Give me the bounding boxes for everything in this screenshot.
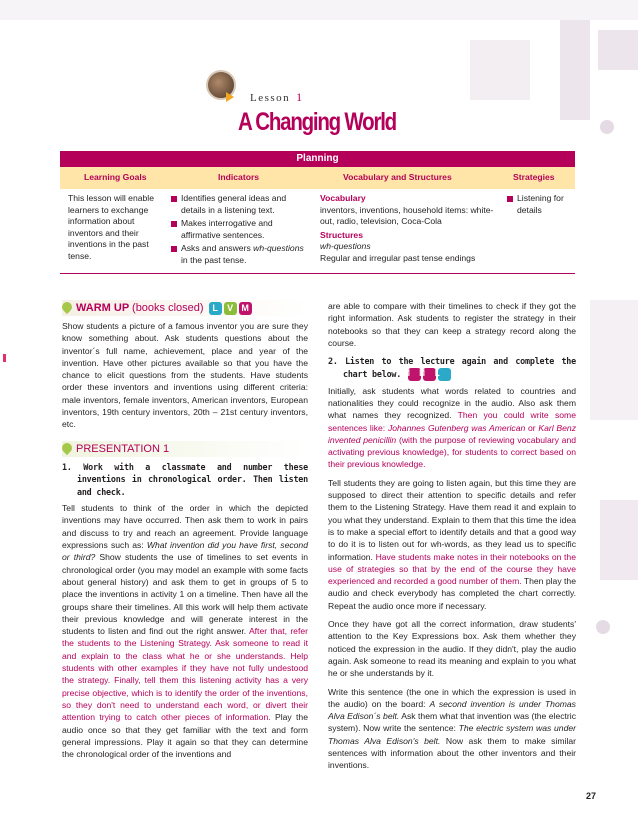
planning-title: Planning <box>60 151 575 167</box>
badge-v: V <box>224 302 237 315</box>
badge-l: L <box>209 302 222 315</box>
vocab-label: Vocabulary <box>320 193 366 203</box>
indicator-item: Identifies general ideas and details in a listening text. <box>170 193 308 216</box>
warmup-text: Show students a picture of a famous inventor you are sure they know something about. Ask students questions about the inventor´s full name, achievement, place and year of the invention. Have other pictures available so that you have the chance to elicit questions from the students. Have students order these inventors and inventions using different criteria: male inventors, female inventors, American inventors, European inventors, 19th century inventors, 20th – 21st century inventors, etc. <box>62 321 308 430</box>
lesson-label: Lesson 1 <box>250 90 304 104</box>
presentation-paragraph: Tell students to think of the order in which the depicted inventions may have occurred. Then ask them to work in pairs and discuss to try and reach an agreement. Provide language expressions such as: What invention did you have first, second or third? Show students the use of timelines to set events in chronological order (you may model an example with some facts about general history) and ask them to get in groups of 5 to place the inventions in activity 1 on a timeline. Then have all the groups share their timelines. All this work will help them activate their previous knowledge and will generate interest in the students to listen and find out the right answer. After that, refer the students to the Listening Strategy. Ask someone to read it and explain to the class what he or she understands. Help students with other examples if they have not fully undestood the strategy. Finally, tell them this listening activity has a very precise objective, which is to identify the order of the inventions, so they don't need to understand each word, or divert their attention trying to catch other pieces of information. Play the audio once so that they get familiar with the text and form general impressions. Play it again so that they can determine the chronological order of the inventions and <box>62 503 308 760</box>
structures-text: Regular and irregular past tense endings <box>320 252 476 263</box>
structures-label: Structures <box>320 229 363 240</box>
right-paragraph-2: Tell students they are going to listen again, but this time they are supposed to direct their attention to specific details and refer them to the Listening Strategy. Have them read it and explain to you what they understand. Explain to them that this time the idea is to make a special effort to identify details and that a good way to do it is to listen out for wh-words, as they lead us to specific information. Have students make notes in their notebooks on the use of strategies so that by the end of the course they have experienced and recorded a good number of them. Then play the audio and check everybody has completed the chart correctly. Repeat the audio once more if necessary. <box>328 477 576 611</box>
margin-mark <box>3 354 6 362</box>
pin-icon <box>60 441 74 455</box>
right-paragraph-3: Once they have got all the correct information, draw students' attention to the Key Expressions box. Ask them whether they noticed the expression in the audio. If they didn't, play the audio again. Ask someone to read its meaning and explain to you what he or she understands by it. <box>328 619 576 679</box>
indicators-cell <box>170 193 308 269</box>
right-column <box>328 300 576 778</box>
right-paragraph-4: Write this sentence (the one in which the expression is used in the audio) on the board: A second invention is under Thomas Alva Edison´s belt. Ask them what that invention was (the electric system). Now write the sentence: The electric system was under Thomas Alva Edison's belt. Now ask them to make similar sentences with information about the other inventors and their inventions. <box>328 686 577 771</box>
header-goals: Learning Goals <box>84 172 147 182</box>
badge-l: L <box>438 368 451 381</box>
planning-body <box>60 189 575 274</box>
header-strategies: Strategies <box>513 172 555 182</box>
structures-italic: wh-questions <box>320 241 371 252</box>
badge-m: M <box>239 302 252 315</box>
task-2: 2. Listen to the lecture again and complete the chart below. M M L <box>328 356 576 379</box>
header-indicators: Indicators <box>218 172 260 182</box>
right-paragraph-0: are able to compare with their timelines to check if they got the right information. Ask students to register the strategy in their notebooks so that they can keep a strategy record along the course. <box>328 301 576 348</box>
presentation-heading: PRESENTATION 1 <box>62 441 308 457</box>
vocab-cell <box>320 193 496 265</box>
left-column <box>62 300 308 766</box>
arrow-icon <box>226 92 234 102</box>
lesson-number: 1 <box>296 90 304 104</box>
strategy-item: Listening for details <box>506 193 570 216</box>
vocab-text: inventors, inventions, household items: white-out, radio, television, Coca-Cola <box>320 204 494 227</box>
right-paragraph-1: Initially, ask students what words related to countries and nationalities they could recognize in the audio. Also ask them what names they recognized. Then you could write some sentences like: Johannes Gutenberg was American or Karl Benz invented penicillin (with the purpose of reviewing vocabulary and activating previous knowledge), for students to correct based on their previous knowledge. <box>328 385 577 470</box>
badge-m: M <box>408 368 421 381</box>
page-number: 27 <box>586 791 597 801</box>
warmup-heading: WARM UP (books closed) L V M <box>62 300 308 316</box>
indicator-item: Asks and answers wh-questions in the past tense. <box>170 243 308 266</box>
pin-icon <box>60 300 74 314</box>
indicator-item: Makes interrogative and affirmative sentences. <box>170 218 308 241</box>
lesson-title: A Changing World <box>238 108 396 136</box>
planning-header-row <box>60 167 575 189</box>
header-vocab: Vocabulary and Structures <box>343 172 452 182</box>
task-1: 1. Work with a classmate and number these inventions in chronological order. Then listen and check. <box>62 461 308 497</box>
badge-m: M <box>423 368 436 381</box>
strategies-cell <box>506 193 570 218</box>
goals-cell: This lesson will enable learners to exchange information about inventors and their inventions in the past tense. <box>68 193 154 261</box>
